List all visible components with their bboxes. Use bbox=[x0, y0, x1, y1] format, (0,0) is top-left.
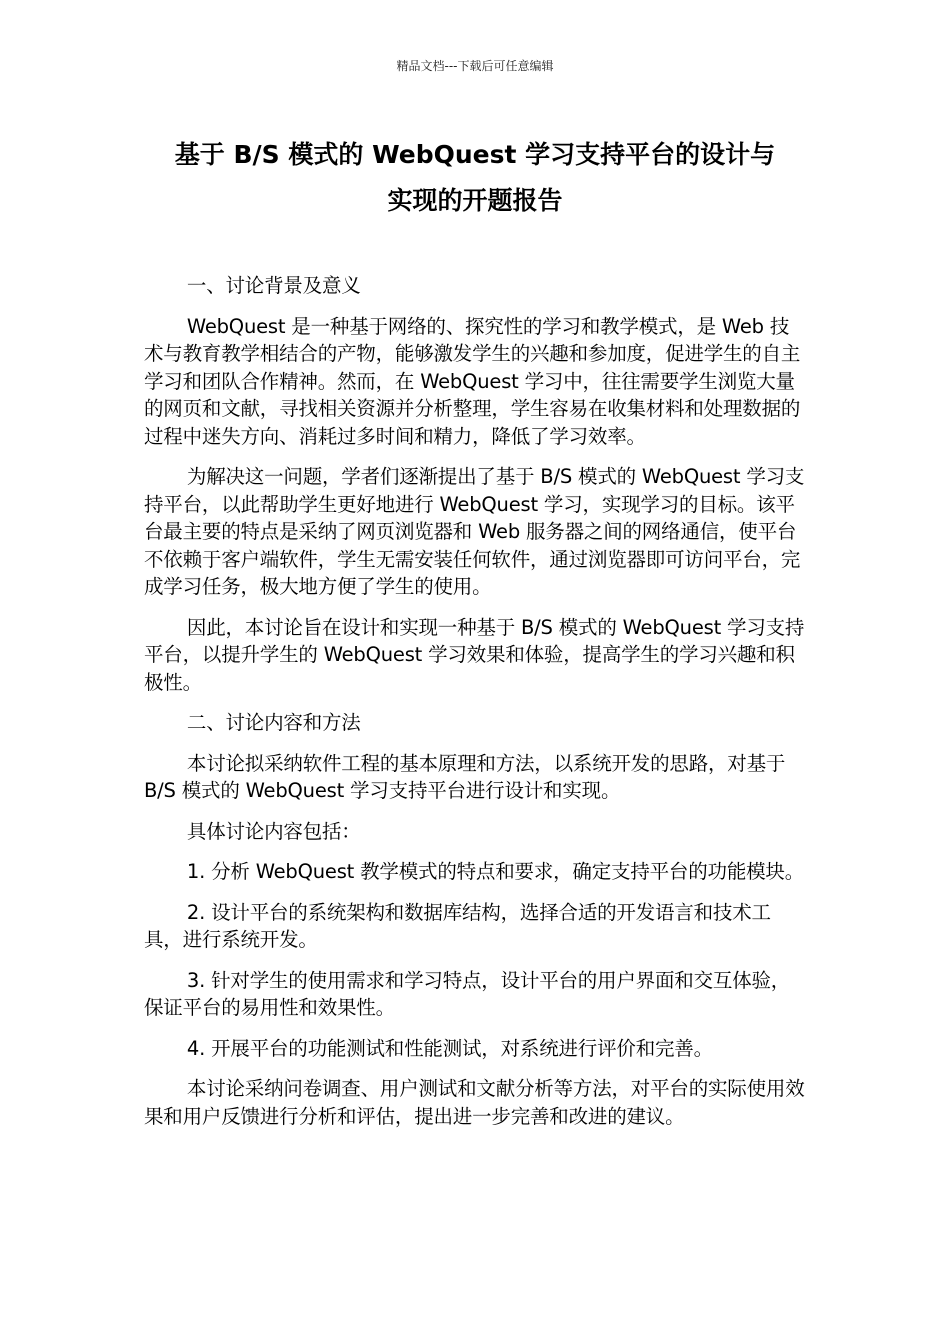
paragraph: WebQuest 是一种基于网络的、探究性的学习和教学模式，是 Web 技术与教育教学相结合的产物，能够激发学生的兴趣和参加度，促进学生的自主学习和团队合作精神。然而，在 WebQuest 学习中，往往需要学生浏览大量的网页和文献，寻找相关资源并分析整理，学生容易在收集材料和处理数据的过程中迷失方向、消耗过多时间和精力，降低了学习效率。 bbox=[144, 314, 801, 448]
document-title bbox=[120, 132, 830, 224]
paragraph: 为解决这一问题，学者们逐渐提出了基于 B/S 模式的 WebQuest 学习支持平台，以此帮助学生更好地进行 WebQuest 学习，实现学习的目标。该平台最主要的特点是采纳了网页浏览器和 Web 服务器之间的网络通信，使平台不依赖于客户端软件，学生无需安装任何软件，通过浏览器即可访问平台，完成学习任务，极大地方便了学生的使用。 bbox=[144, 465, 805, 598]
section-heading-methods: 二、讨论内容和方法 bbox=[186, 711, 361, 734]
header-note: 精品文档---下载后可任意编辑 bbox=[396, 59, 554, 73]
list-item: 1. 分析 WebQuest 教学模式的特点和要求，确定支持平台的功能模块。 bbox=[186, 860, 805, 883]
paragraph: 本讨论采纳问卷调查、用户测试和文献分析等方法，对平台的实际使用效果和用户反馈进行分析和评估，提出进一步完善和改进的建议。 bbox=[144, 1077, 805, 1128]
list-item: 2. 设计平台的系统架构和数据库结构，选择合适的开发语言和技术工具，进行系统开发。 bbox=[144, 900, 771, 951]
title-line-1: 基于 B/S 模式的 WebQuest 学习支持平台的设计与 bbox=[174, 140, 776, 169]
paragraph: 本讨论拟采纳软件工程的基本原理和方法，以系统开发的思路，对基于 B/S 模式的 WebQuest 学习支持平台进行设计和实现。 bbox=[144, 751, 786, 802]
list-item: 3. 针对学生的使用需求和学习特点，设计平台的用户界面和交互体验，保证平台的易用性和效果性。 bbox=[144, 968, 791, 1019]
list-item: 4. 开展平台的功能测试和性能测试，对系统进行评价和完善。 bbox=[186, 1036, 713, 1060]
paragraph: 因此，本讨论旨在设计和实现一种基于 B/S 模式的 WebQuest 学习支持平台，以提升学生的 WebQuest 学习效果和体验，提高学生的学习兴趣和积极性。 bbox=[144, 615, 805, 694]
document-body bbox=[144, 272, 806, 1143]
section-heading-background: 一、讨论背景及意义 bbox=[186, 274, 361, 297]
paragraph: 具体讨论内容包括： bbox=[186, 819, 361, 843]
title-line-2: 实现的开题报告 bbox=[387, 186, 563, 215]
